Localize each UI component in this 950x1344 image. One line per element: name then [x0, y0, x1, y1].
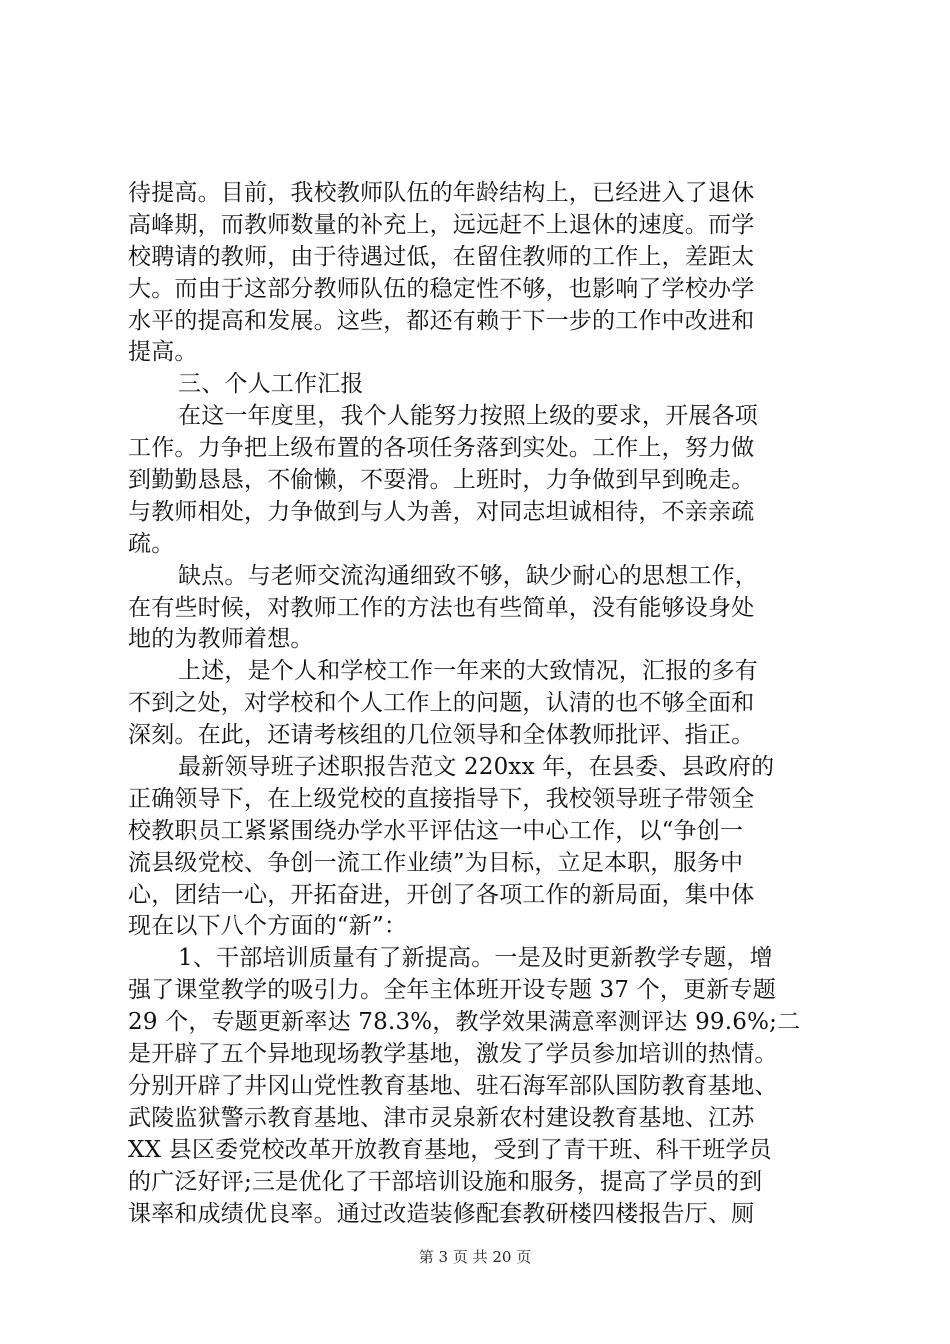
- text-line: 流县级党校、争创一流工作业绩”为目标，立足本职，服务中: [128, 849, 744, 876]
- text-line: 地的为教师着想。: [128, 626, 314, 653]
- text-line: 深刻。在此，还请考核组的几位领导和全体教师批评、指正。: [128, 722, 755, 749]
- text-line: 缺点。与老师交流沟通细致不够，缺少耐心的思想工作，: [178, 562, 758, 589]
- text-line: 待提高。目前，我校教师队伍的年龄结构上，已经进入了退休: [128, 180, 755, 206]
- text-line: 水平的提高和发展。这些，都还有赖于下一步的工作中改进和: [128, 307, 755, 334]
- text-line: 高峰期，而教师数量的补充上，远远赶不上退休的速度。而学: [128, 211, 755, 238]
- text-line: 与教师相处，力争做到与人为善，对同志坦诚相待，不亲亲疏: [128, 498, 755, 525]
- text-line: 强了课堂教学的吸引力。全年主体班开设专题 37 个，更新专题: [128, 977, 776, 1004]
- text-line: 现在以下八个方面的“新”：: [128, 913, 408, 940]
- text-line: 提高。: [128, 339, 198, 366]
- text-line: 疏。: [128, 530, 175, 557]
- text-line: 在这一年度里，我个人能努力按照上级的要求，开展各项: [178, 403, 758, 430]
- text-line: 是开辟了五个异地现场教学基地，激发了学员参加培训的热情。: [128, 1041, 778, 1068]
- text-line: 在有些时候，对教师工作的方法也有些简单，没有能够设身处: [128, 594, 755, 621]
- section-heading: 三、个人工作汇报: [178, 371, 364, 398]
- text-line: 工作。力争把上级布置的各项任务落到实处。工作上，努力做: [128, 435, 755, 462]
- text-line: 的广泛好评;三是优化了干部培训设施和服务，提高了学员的到: [128, 1168, 763, 1195]
- text-line: 到勤勤恳恳，不偷懒，不耍滑。上班时，力争做到早到晚走。: [128, 467, 755, 494]
- text-line: 正确领导下，在上级党校的直接指导下，我校领导班子带领全: [128, 785, 755, 812]
- text-line: 大。而由于这部分教师队伍的稳定性不够，也影响了学校办学: [128, 275, 755, 302]
- text-line: 1、干部培训质量有了新提高。一是及时更新教学专题，增: [178, 945, 773, 972]
- page-footer: 第 3 页 共 20 页: [418, 1248, 532, 1266]
- text-line: 武陵监狱警示教育基地、津市灵泉新农村建设教育基地、江苏: [128, 1104, 755, 1131]
- text-line: 校教职员工紧紧围绕办学水平评估这一中心工作，以“争创一: [128, 817, 744, 844]
- text-line: 校聘请的教师，由于待遇过低，在留住教师的工作上，差距太: [128, 243, 755, 270]
- text-line: XX 县区委党校改革开放教育基地，受到了青干班、科干班学员: [128, 1136, 772, 1163]
- document-body: [128, 178, 848, 1230]
- text-line: 最新领导班子述职报告范文 220xx 年，在县委、县政府的: [178, 754, 775, 781]
- text-line: 29 个，专题更新率达 78.3%，教学效果满意率测评达 99.6%;二: [128, 1009, 801, 1036]
- text-line: 心，团结一心，开拓奋进，开创了各项工作的新局面，集中体: [128, 881, 755, 908]
- text-line: 不到之处，对学校和个人工作上的问题，认清的也不够全面和: [128, 690, 755, 717]
- text-line: 分别开辟了井冈山党性教育基地、驻石海军部队国防教育基地、: [128, 1072, 778, 1099]
- text-line: 课率和成绩优良率。通过改造装修配套教研楼四楼报告厅、厕: [128, 1200, 755, 1227]
- text-line: 上述，是个人和学校工作一年来的大致情况，汇报的多有: [178, 658, 758, 685]
